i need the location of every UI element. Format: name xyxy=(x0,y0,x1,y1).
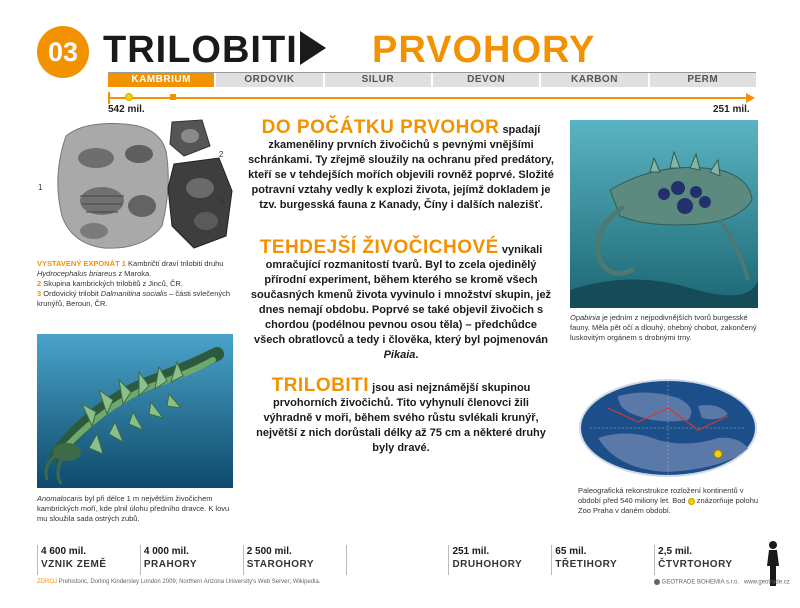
caption-num-3: 3 xyxy=(37,289,42,298)
footer-sources: ZDROJ Prehistoric, Dorling Kindersley London 2009; Northern Arizona University's Web Server; Wikipedia. xyxy=(37,579,321,585)
publisher-logo-icon xyxy=(654,579,660,585)
period-ordovik: ORDOVIK xyxy=(216,73,324,87)
fossil-slab-1 xyxy=(58,124,168,249)
website-link[interactable]: www.geotrade.cz xyxy=(744,579,790,586)
period-perm: PERM xyxy=(650,73,756,87)
title-arrow-icon xyxy=(300,31,326,65)
period-karbon: KARBON xyxy=(541,73,649,87)
era-ctvrtohory: 2,5 mil. ČTVRTOHORY xyxy=(654,545,757,575)
page-subtitle: PRVOHORY xyxy=(372,29,596,71)
page-title: TRILOBITI xyxy=(103,29,298,71)
caption-num-1: 1 xyxy=(121,259,126,268)
timeline-square-marker xyxy=(170,94,176,100)
section-3-heading: TRILOBITI xyxy=(271,375,369,396)
era-druhohory: 251 mil. DRUHOHORY xyxy=(448,545,551,575)
era-vznik-zeme: 4 600 mil. VZNIK ZEMĚ xyxy=(37,545,140,575)
zoo-dot-icon xyxy=(688,498,695,505)
fossil-label-3: 3 xyxy=(219,197,224,206)
opabinia-image xyxy=(570,120,758,308)
map-caption: Paleografická rekonstrukce rozložení kontinentů v období před 540 miliony let. Bod znázorňuje polohu Zoo Praha v daném období. xyxy=(578,486,759,515)
fossil-label-1: 1 xyxy=(38,183,43,192)
anomalocaris-species: Anomalocaris xyxy=(37,494,83,503)
fossil-caption: VYSTAVENÝ EXPONÁT 1 Kambričtí draví trilobiti druhu Hydrocephalus briareus z Maroka. 2 Skupina kambrických trilobitů z Jinců, ČR. 3 Ordovický trilobit Dalmanitina socialis – části svlečených krunýřů, Beroun, ČR. xyxy=(37,259,231,308)
section-number-badge: 03 xyxy=(37,26,89,78)
caption-num-2: 2 xyxy=(37,279,42,288)
era-tretihory: 65 mil. TŘETIHORY xyxy=(551,545,654,575)
fossil-label-2: 2 xyxy=(219,150,224,159)
caption-heading: VYSTAVENÝ EXPONÁT xyxy=(37,259,120,268)
footer-publisher: GEOTRADE BOHEMIA s.r.o. www.geotrade.cz xyxy=(654,579,790,586)
section-2-text: vynikali omračující rozmanitostí tvarů. Byl to zcela ojedinělý přírodní experiment, během kterého se kromě všech současných kmenů života vyvinulo i množství skupin, jež dnes nemají obdobu. Poprvé se také objevil živočich s chordou (podélnou pevnou osou těla) – předchůdce všech obratlovců a tedy i člověka, který byl pojmenován xyxy=(250,244,552,346)
fossil-slab-2 xyxy=(170,120,210,156)
section-cambrian-start xyxy=(248,117,554,213)
opabinia-caption: Opabinia je jedním z nejpodivnějších tvorů burgesské fauny. Měla pět očí a dlouhý, ohebný chobot, zakončený luskovitým orgánem s drobnými trny. xyxy=(570,313,757,342)
section-3-text: jsou asi nejznámější skupinou prvohorních živočichů. Tito vyhynulí členovci žili výhradně v moři, během svého růstu svlékali krunýř, největší z nich dorůstali délky až 75 cm a některé druhy byly dravé. xyxy=(256,382,546,454)
period-bar xyxy=(108,72,756,87)
era-prahory: 4 000 mil. PRAHORY xyxy=(140,545,243,575)
section-animals: TEHDEJŠÍ ŽIVOČICHOVÉ vynikali omračující rozmanitostí tvarů. Byl to zcela ojedinělý přírodní experiment, během kterého se kromě všech současných kmenů života vyvinulo i množství skupin, jež dnes nemají obdobu. Poprvé se také objevil živočich s chordou (podélnou pevnou osou těla) – předchůdce všech obratlovců a tedy i člověka, který byl pojmenován Pikaia. xyxy=(250,237,552,361)
anomalocaris-caption: Anomalocaris byl při délce 1 m největším živočichem kambrických moří, kde plnil úlohu předního dravce. K lovu mu sloužila sada ostrých zubů. xyxy=(37,494,230,523)
opabinia-species: Opabinia xyxy=(570,313,601,322)
section-1-text: spadají zkameněliny prvních živočichů s pevnými vnějšími schránkami. Ty zřejmě sloužily na ochranu před predátory, kteří se v tehdejších mořích objevili rovněž poprvé. Složité potravní vztahy vedly k explozi života, jejímž dokladem je tzv. burgesská fauna z Kanady, Číny i dalších nalezišť. xyxy=(248,124,554,211)
section-trilobites xyxy=(248,375,554,456)
timeline-arrow-icon xyxy=(746,93,755,103)
period-kambrium: KAMBRIUM xyxy=(108,73,216,87)
fossil-photo xyxy=(44,116,234,256)
period-devon: DEVON xyxy=(433,73,541,87)
period-silur: SILUR xyxy=(325,73,433,87)
timeline-end-label: 251 mil. xyxy=(713,104,750,115)
pikaia-species: Pikaia xyxy=(383,349,416,361)
era-timeline xyxy=(37,545,757,575)
paleo-map xyxy=(578,378,758,478)
zoo-marker-dot xyxy=(125,93,133,101)
era-prvohory: 542 mil. PRVOHORY xyxy=(346,545,449,575)
timeline-line xyxy=(108,97,748,99)
anomalocaris-image xyxy=(37,334,233,488)
section-1-heading: DO POČÁTKU PRVOHOR xyxy=(261,117,500,138)
era-starohory: 2 500 mil. STAROHORY xyxy=(243,545,346,575)
section-2-heading: TEHDEJŠÍ ŽIVOČICHOVÉ xyxy=(259,237,499,258)
timeline-start-label: 542 mil. xyxy=(108,104,145,115)
zoo-location-dot xyxy=(714,450,722,458)
